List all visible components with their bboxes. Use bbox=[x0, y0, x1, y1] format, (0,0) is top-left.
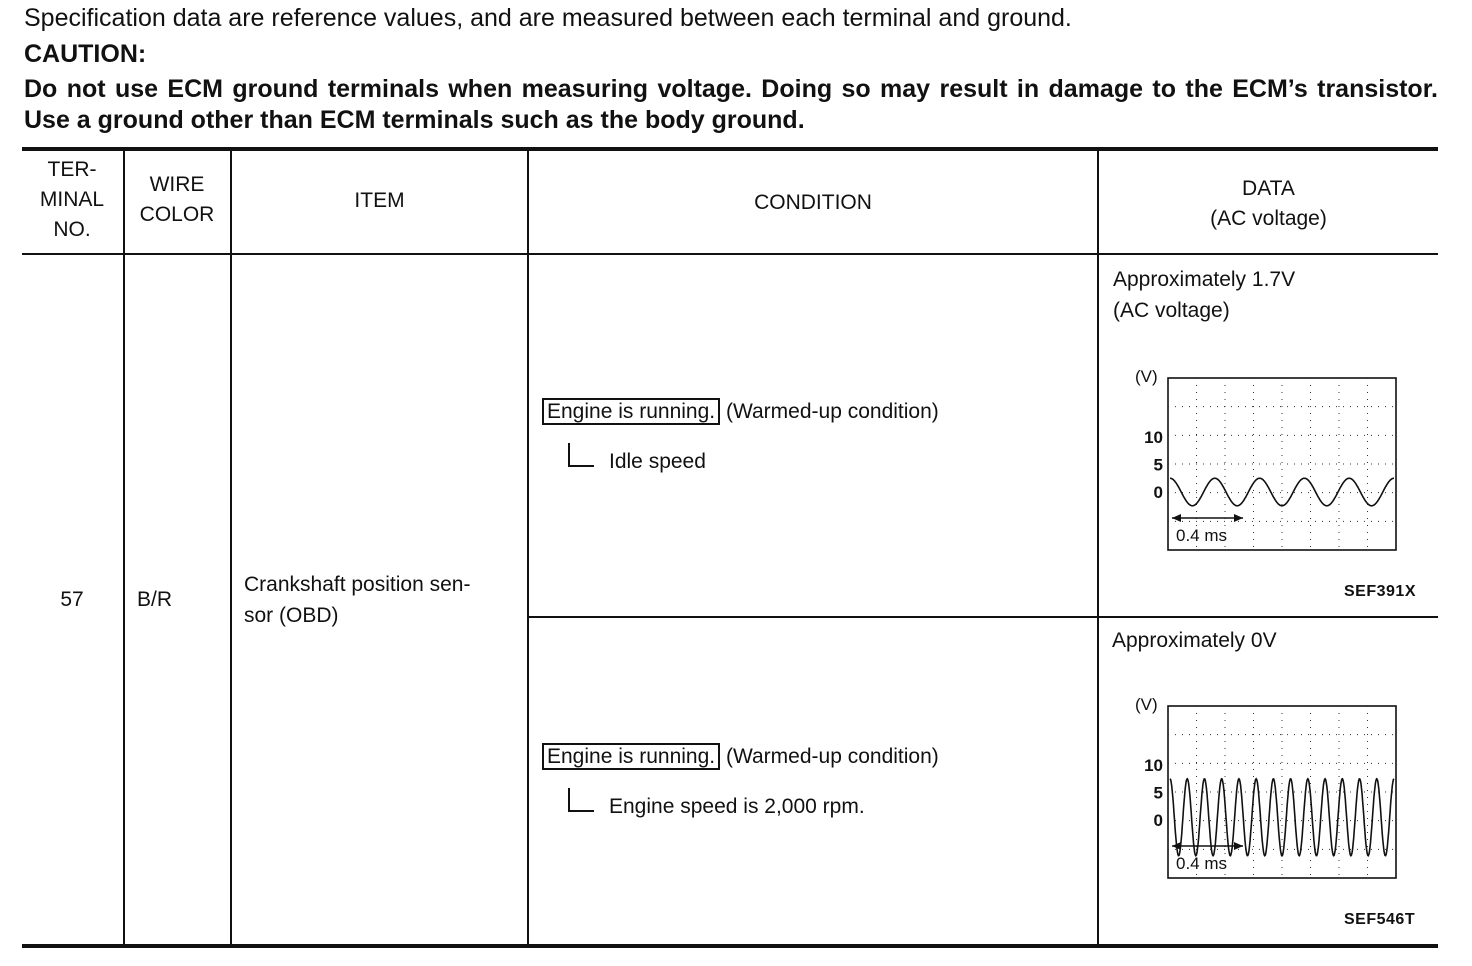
axis-tick-label: 0 bbox=[1153, 483, 1163, 502]
unit-label: (V) bbox=[1135, 695, 1158, 714]
header-bottom-rule bbox=[22, 253, 1438, 255]
axis-tick-label: 5 bbox=[1153, 455, 1163, 475]
column-divider bbox=[230, 149, 232, 946]
header-terminal-line3: NO. bbox=[53, 218, 91, 241]
time-scale-label: 0.4 ms bbox=[1176, 526, 1228, 545]
waveform-chart-2000rpm bbox=[1125, 688, 1415, 888]
header-data-line2: (AC voltage) bbox=[1210, 207, 1327, 230]
axis-tick-label: 5 bbox=[1153, 783, 1163, 803]
axis-tick-label: 10 bbox=[1144, 756, 1163, 775]
data-line2: (AC voltage) bbox=[1113, 299, 1230, 322]
item-line2: sor (OBD) bbox=[244, 604, 339, 627]
figure-ref: SEF546T bbox=[1344, 911, 1416, 928]
item-name bbox=[244, 569, 524, 631]
data-value: Approximately 0V bbox=[1112, 629, 1277, 652]
condition-boxed-label: Engine is running. bbox=[542, 398, 720, 425]
header-terminal-line2: MINAL bbox=[39, 188, 105, 211]
time-scale-label: 0.4 ms bbox=[1176, 854, 1228, 873]
condition-2000rpm bbox=[542, 741, 939, 772]
condition-note: (Warmed-up condition) bbox=[725, 400, 939, 423]
intro-text: Specification data are reference values, and are measured between each terminal and ground. bbox=[24, 4, 1072, 32]
terminal-number: 57 bbox=[60, 588, 84, 611]
wire-color: B/R bbox=[137, 588, 173, 611]
column-divider bbox=[1097, 149, 1099, 946]
item-line1: Crankshaft position sen- bbox=[244, 573, 471, 596]
condition-bracket bbox=[568, 788, 594, 812]
waveform-trace bbox=[1170, 478, 1394, 506]
axis-tick-label: 0 bbox=[1153, 811, 1163, 830]
column-divider bbox=[123, 149, 125, 946]
unit-label: (V) bbox=[1135, 367, 1158, 386]
header-terminal bbox=[22, 155, 122, 245]
condition-sub: Engine speed is 2,000 rpm. bbox=[609, 795, 865, 818]
condition-bracket bbox=[568, 443, 594, 467]
waveform-chart-idle bbox=[1125, 360, 1415, 560]
header-condition: CONDITION bbox=[754, 191, 872, 214]
caution-body: Do not use ECM ground terminals when measuring voltage. Doing so may result in damage to the ECM’s transistor. Use a ground other than ECM terminals such as the body ground. bbox=[24, 75, 1438, 134]
header-item: ITEM bbox=[354, 189, 405, 212]
condition-divider bbox=[528, 616, 1438, 618]
condition-idle bbox=[542, 396, 939, 427]
header-data bbox=[1099, 174, 1438, 234]
header-wire-color bbox=[125, 170, 229, 230]
condition-sub: Idle speed bbox=[609, 450, 706, 473]
table-top-rule bbox=[22, 147, 1438, 151]
condition-note: (Warmed-up condition) bbox=[725, 745, 939, 768]
condition-boxed-label: Engine is running. bbox=[542, 743, 720, 770]
header-wire-line2: COLOR bbox=[139, 203, 215, 226]
caution-title: CAUTION: bbox=[24, 40, 147, 68]
data-line1: Approximately 1.7V bbox=[1113, 268, 1296, 291]
header-terminal-line1: TER- bbox=[47, 158, 97, 181]
figure-ref: SEF391X bbox=[1344, 583, 1416, 600]
data-value bbox=[1113, 264, 1295, 326]
header-data-line1: DATA bbox=[1242, 177, 1295, 200]
table-bottom-rule bbox=[22, 944, 1438, 948]
header-wire-line1: WIRE bbox=[149, 173, 205, 196]
scope-frame bbox=[1168, 378, 1396, 550]
column-divider bbox=[527, 149, 529, 946]
axis-tick-label: 10 bbox=[1144, 428, 1163, 447]
